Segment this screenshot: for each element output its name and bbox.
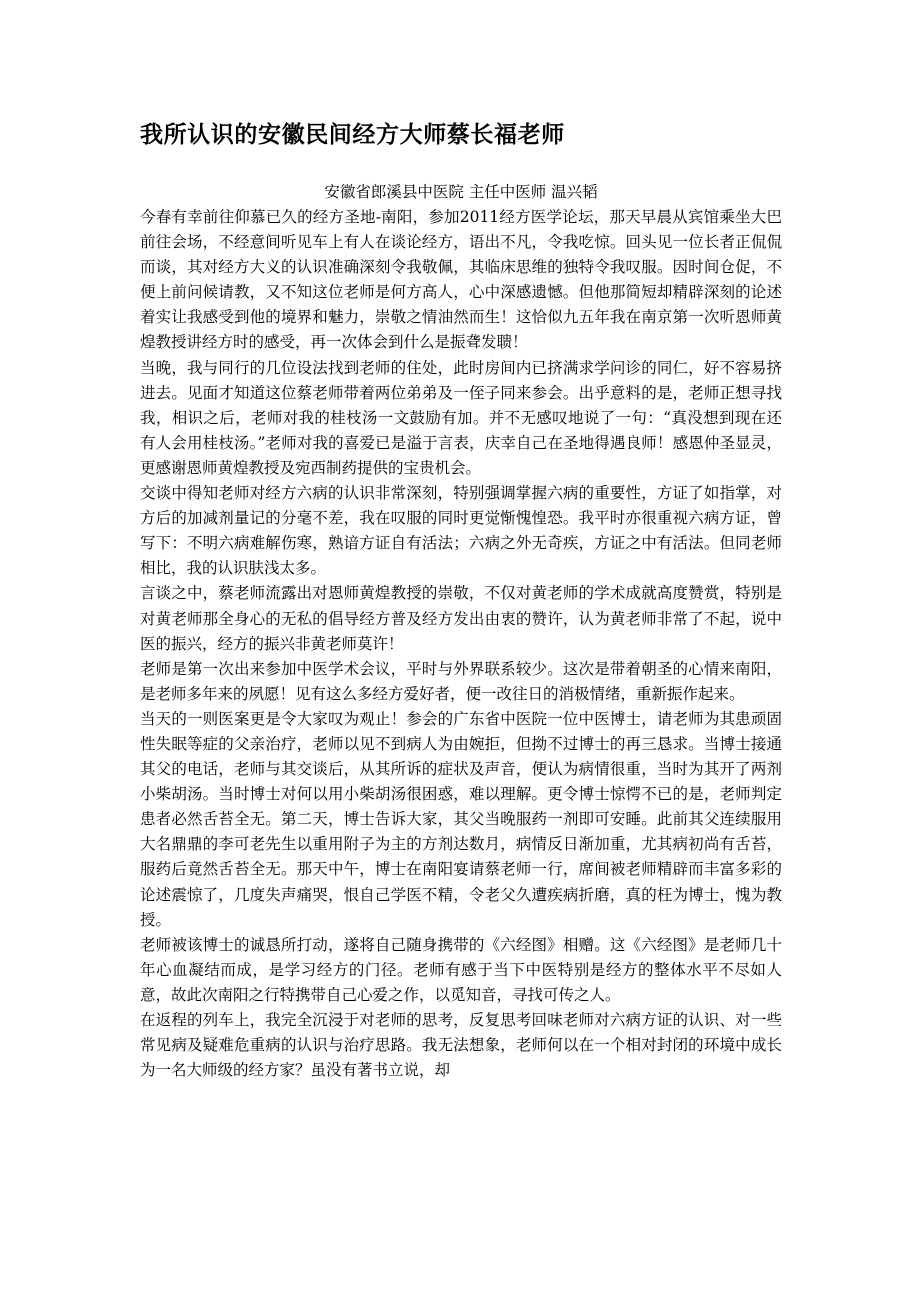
paragraph-2: 当晚，我与同行的几位设法找到老师的住处，此时房间内已挤满求学问诊的同仁，好不容易挤进去。见面才知道这位蔡老师带着两位弟弟及一侄子同来参会。出乎意料的是，老师正想寻找我，相识之后，老师对我的桂枝汤一文鼓励有加。并不无感叹地说了一句：“真没想到现在还有人会用桂枝汤。”老师对我的喜爱已是溢于言表，庆幸自己在圣地得遇良师！感恩仲圣显灵，更感谢恩师黄煌教授及宛西制药提供的宝贵机会。 <box>140 358 782 477</box>
document-body <box>140 205 782 1083</box>
paragraph-1: 今春有幸前往仰慕已久的经方圣地-南阳，参加2011经方医学论坛，那天早晨从宾馆乘坐大巴前往会场，不经意间听见车上有人在谈论经方，语出不凡，令我吃惊。回头见一位长者正侃侃而谈，其对经方大义的认识准确深刻令我敬佩，其临床思维的独特令我叹服。因时间仓促，不便上前问候请教，又不知这位老师是何方高人，心中深感遗憾。但他那简短却精辟深刻的论述着实让我感受到他的境界和魅力，崇敬之情油然而生！这恰似九五年我在南京第一次听恩师黄煌教授讲经方时的感受，再一次体会到什么是振聋发聩！ <box>140 208 782 352</box>
paragraph-6: 当天的一则医案更是令大家叹为观止！参会的广东省中医院一位中医博士，请老师为其患顽固性失眠等症的父亲治疗，老师以见不到病人为由婉拒，但拗不过博士的再三恳求。当博士接通其父的电话，老师与其交谈后，从其所诉的症状及声音，便认为病情很重，当时为其开了两剂小柴胡汤。当时博士对何以用小柴胡汤很困惑，难以理解。更令博士惊愕不已的是，老师判定患者必然舌苔全无。第二天，博士告诉大家，其父当晚服药一剂即可安睡。此前其父连续服用大名鼎鼎的李可老先生以重用附子为主的方剂达数月，病情反日渐加重，尤其病初尚有舌苔，服药后竟然舌苔全无。那天中午，博士在南阳宴请蔡老师一行，席间被老师精辟而丰富多彩的论述震惊了，几度失声痛哭，恨自己学医不精，令老父久遭疾病折磨，真的枉为博士，愧为教授。 <box>140 709 782 929</box>
paragraph-3: 交谈中得知老师对经方六病的认识非常深刻，特别强调掌握六病的重要性，方证了如指掌，对方后的加减剂量记的分毫不差，我在叹服的同时更觉惭愧惶恐。我平时亦很重视六病方证，曾写下：不明六病难解伤寒，熟谙方证自有活法；六病之外无奇疾，方证之中有活法。但同老师相比，我的认识肤浅太多。 <box>140 484 782 578</box>
paragraph-5: 老师是第一次出来参加中医学术会议，平时与外界联系较少。这次是带着朝圣的心情来南阳，是老师多年来的夙愿！见有这么多经方爱好者，便一改往日的消极情绪，重新振作起来。 <box>140 659 782 703</box>
author-byline: 安徽省郎溪县中医院 主任中医师 温兴韬 <box>324 183 598 201</box>
paragraph-8: 在返程的列车上，我完全沉浸于对老师的思考，反复思考回味老师对六病方证的认识、对一些常见病及疑难危重病的认识与治疗思路。我无法想象，老师何以在一个相对封闭的环境中成长为一名大师级的经方家？虽没有著书立说，却 <box>140 1011 782 1080</box>
paragraph-4: 言谈之中，蔡老师流露出对恩师黄煌教授的崇敬，不仅对黄老师的学术成就高度赞赏，特别是对黄老师那全身心的无私的倡导经方普及经方发出由衷的赞许，认为黄老师非常了不起，说中医的振兴，经方的振兴非黄老师莫许！ <box>140 584 782 653</box>
paragraph-7: 老师被该博士的诚恳所打动，遂将自己随身携带的《六经图》相赠。这《六经图》是老师几十年心血凝结而成，是学习经方的门径。老师有感于当下中医特别是经方的整体水平不尽如人意，故此次南阳之行特携带自己心爱之作，以觅知音，寻找可传之人。 <box>140 935 782 1004</box>
document-title: 我所认识的安徽民间经方大师蔡长福老师 <box>140 122 565 148</box>
